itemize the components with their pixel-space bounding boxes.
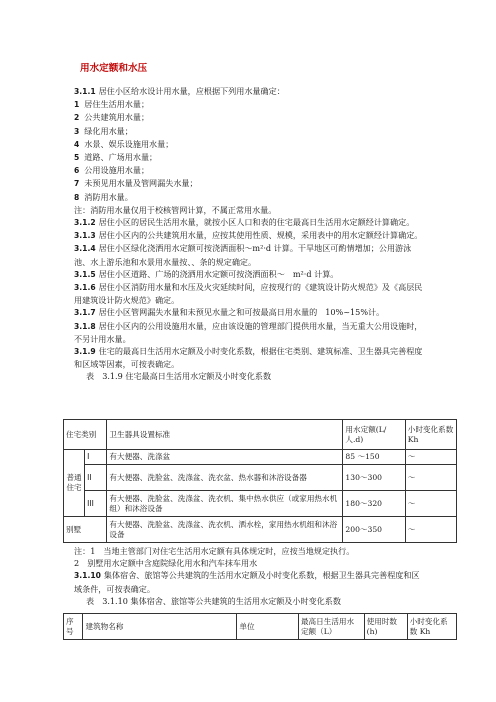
table-notes (74, 545, 424, 607)
list-item: 1 居住生活用水量； (74, 99, 150, 110)
note: 2 别墅用水定额中含庭院绿化用水和汽车抹车用水 (74, 558, 258, 569)
table-header-row (64, 614, 457, 640)
clause-3-1-2: 3.1.2 居住小区的居民生活用水量，就按小区人口和表的住宅最高日生活用水定额经计算确定。 (74, 217, 415, 228)
clause-3-1-8: 3.1.8 居住小区内的公用设施用水量，应由该设施的管理部门提供用水量，当无重大公用设施时，不另计用水量。 (74, 320, 423, 344)
header-cell: 最高日生活用水定额（L） (298, 614, 364, 640)
header-cell: 建筑物名称 (83, 614, 237, 640)
clause-3-1-1: 3.1.1 居住小区给水设计用水量，应根据下列用水量确定： (74, 86, 285, 96)
table2-caption: 表 3.1.10 集体宿舍、旅馆等公共建筑的生活用水定额及小时变化系数 (86, 595, 341, 606)
list-item: 3 绿化用水量； (74, 125, 133, 136)
table-row: II 有大便器、洗脸盆、洗涤盆、洗衣盆、热水器和沐浴设备器 130～300 ～ (64, 465, 457, 491)
list-item: 5 道路、广场用水量； (74, 152, 158, 163)
document-body (74, 85, 424, 383)
clause-3-1-6: 3.1.6 居住小区消防用水量和水压及火灾延续时间，应按现行的《建筑设计防火规范》及《高层民用建筑设计防火规范》确定。 (74, 282, 423, 306)
table1-caption: 表 3.1.9 住宅最高日生活用水定额及小时变化系数 (86, 371, 272, 382)
table-3-1-10 (63, 613, 457, 640)
header-cell: 单位 (237, 614, 299, 640)
table-row: 普通住宅 I 有大便器、洗涤盆 85 ～150 ～ (64, 450, 457, 465)
header-cell: 小时变化系数 Kh (405, 420, 456, 450)
list-item: 8 消防用水量。 (74, 191, 133, 202)
clause-3-1-4: 3.1.4 居住小区绿化浇洒用水定额可按浇洒面积～m²·d 计算。干旱地区可酌情增加；公用游泳池、水上游乐池和水景用水量按、、条的规定确定。 (74, 243, 412, 267)
clause-3-1-5: 3.1.5 居住小区道路、广场的浇洒用水定额可按浇洒面积～ m²·d 计算。 (74, 268, 339, 279)
header-cell: 用水定额(L/人.d) (343, 420, 405, 450)
list-item: 4 水景、娱乐设施用水量； (74, 138, 174, 149)
group-cell: 普通住宅 (64, 450, 85, 517)
table-3-1-9 (63, 419, 457, 543)
header-cell: 卫生器具设置标准 (107, 420, 343, 450)
header-cell: 使用时数(h) (364, 614, 407, 640)
list-item: 2 公共建筑用水量； (74, 112, 150, 123)
header-cell: 序号 (64, 614, 83, 640)
clause-3-1-10: 3.1.10 集体宿舍、旅馆等公共建筑的生活用水定额及小时变化系数，根据卫生器具完善程度和区域条件，可按表确定。 (74, 570, 420, 594)
list-item: 6 公用设施用水量； (74, 165, 150, 176)
clause-3-1-7: 3.1.7 居住小区管网漏失水量和未预见水量之和可按最高日用水量的 10%~15%计。 (74, 307, 385, 318)
clause-3-1-9: 3.1.9 住宅的最高日生活用水定额及小时变化系数，根据住宅类别、建筑标准、卫生器具完善程度和区域等因素，可按表确定。 (74, 346, 423, 370)
table-row: III 有大便器、洗脸盆、洗涤盆、洗衣机、集中热水供应（或家用热水机组）和沐浴设备 180～320 ～ (64, 491, 457, 517)
note: 注：1 当地主管部门对住宅生活用水定额有具体规定时，应按当地规定执行。 (74, 546, 355, 556)
list-item: 7 未预见用水量及管网漏失水量； (74, 178, 198, 189)
table-row: 别墅 有大便器、洗脸盆、洗涤盆、洗衣机、洒水栓，家用热水机组和沐浴设备 200～350 ～ (64, 517, 457, 543)
clause-3-1-3: 3.1.3 居住小区内的公共建筑用水量，应按其使用性质、规模，采用表中的用水定额经计算确定。 (74, 230, 423, 241)
header-cell: 住宅类别 (64, 420, 107, 450)
table-header-row (64, 420, 457, 450)
header-cell: 小时变化系数 Kh (407, 614, 456, 640)
note: 注：消防用水量仅用于校核管网计算，不属正常用水量。 (74, 204, 277, 215)
page-title: 用水定额和水压 (80, 63, 148, 74)
